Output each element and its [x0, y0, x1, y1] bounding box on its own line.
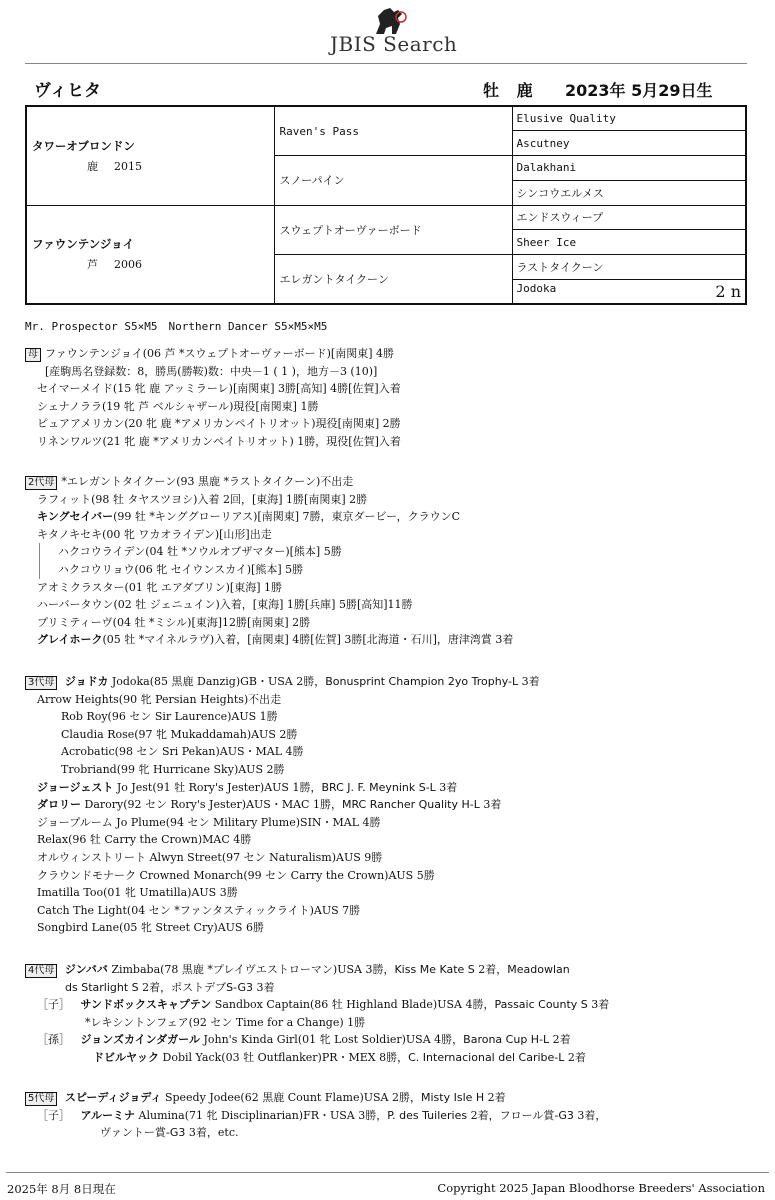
fourth-dam-c1-name: サンドボックスキャプテン [80, 998, 212, 1012]
sire-color: 鹿 [87, 159, 98, 173]
second-dam-r7-name: グレイホーク [37, 633, 103, 647]
third-dam-r1d: Trobriand(99 牝 Hurricane Sky)AUS 2勝 [61, 762, 285, 776]
ddd-cell [512, 279, 746, 304]
fourth-dam-g2-name: ドビルヤック [93, 1050, 159, 1064]
fourth-dam-g1-after: 2着 [549, 1033, 571, 1047]
third-dam-r1c: Acrobatic(98 セン Sri Pekan)AUS・MAL 4勝 [61, 745, 304, 759]
dsd-cell[interactable]: Sheer Ice [512, 230, 746, 255]
foal-4: リネンワルツ(21 牝 鹿 *アメリカンペイトリオット) 1勝，現役[佐賀]入着 [37, 434, 401, 448]
fifth-dam-name-jp: スピーディジョディ [64, 1091, 162, 1104]
second-dam-r3a: ハクコウライデン(04 牡 *ソウルオブザマター)[熊本] 5勝 [39, 543, 513, 561]
third-dam-name-rest: Jodoka(85 黒鹿 Danzig)GB・USA 2勝， [108, 675, 326, 688]
fifth-dam-line2-race: ヴァントー賞-G3 [100, 1126, 186, 1140]
horse-birthdate: 2023年 5月29日生 [565, 81, 713, 100]
third-dam-r3-race: MRC Rancher Quality H-L [341, 798, 480, 812]
third-dam-name-jp: ジョドカ [64, 675, 109, 688]
third-dam-r2-rest: Jo Jest(91 牡 Rory's Jester)AUS 1勝， [113, 780, 322, 794]
fifth-dam-race-after: 2着 [484, 1091, 506, 1104]
ssd-cell[interactable]: Ascutney [512, 131, 746, 156]
generation-mark: 2 n [715, 281, 741, 301]
fifth-dam-c1-race2: フロール賞-G3 [499, 1108, 574, 1122]
third-dam-r8: Imatilla Too(01 牝 Umatilla)AUS 3勝 [37, 886, 238, 900]
second-dam-section [25, 473, 513, 649]
dam-sire-cell[interactable]: スウェプトオーヴァーボード [274, 205, 512, 255]
fourth-dam-name-jp: ジンババ [64, 963, 108, 976]
fourth-dam-race: Kiss Me Kate S [394, 963, 475, 976]
dam-dam-cell[interactable]: エレガントタイクーン [274, 255, 512, 305]
sire-name[interactable]: タワーオブロンドン [32, 138, 135, 153]
fourth-dam-child-tag: ［子］ [37, 998, 70, 1012]
fifth-dam-c1-rest: Alumina(71 牝 Disciplinarian)FR・USA 3勝， [135, 1108, 388, 1122]
logo-text: JBIS Search [330, 32, 458, 56]
third-dam-r1: Arrow Heights(90 牝 Persian Heights)不出走 [37, 692, 282, 706]
dam-line: ファウンテンジョイ(06 芦 *スウェプトオーヴァーボード)[南関東] 4勝 [45, 347, 395, 360]
dam-stats: [産駒馬名登録数：8，勝馬(勝鞍)数：中央－1 ( 1 )，地方－3 (10)] [45, 364, 378, 378]
fourth-dam-c1-race: Passaic County S [494, 998, 588, 1012]
footer-date: 2025年 8月 8日現在 [7, 1182, 116, 1196]
third-dam-r2-race: BRC J. F. Meynink S-L [321, 780, 436, 794]
fourth-dam-race2a: Meadowlan [507, 963, 570, 976]
sdd-cell[interactable]: シンコウエルメス [512, 180, 746, 205]
second-dam-r6: プリミティーヴ(04 牡 *ミシル)[東海]12勝[南関東] 2勝 [37, 615, 311, 629]
fourth-dam-c1-after: 3着 [587, 998, 610, 1012]
fifth-dam-c1-after: 3着， [573, 1108, 607, 1122]
third-dam-section [25, 673, 540, 937]
second-dam-r2-rest: (99 牡 *キンググローリアス)[南関東] 7勝，東京ダービー，クラウンC [113, 510, 461, 524]
third-dam-tag: 3代母 [25, 676, 57, 690]
fourth-dam-g1-race: Barona Cup H-L [463, 1033, 550, 1047]
fourth-dam-c2: *レキシントンフェア(92 セン Time for a Change) 1勝 [85, 1015, 366, 1029]
fourth-dam-race2-after: 2着， [138, 980, 172, 994]
fourth-dam-race3-after: 3着 [253, 980, 275, 994]
dam-color: 芦 [87, 258, 98, 272]
ddd-name[interactable]: Jodoka [516, 281, 557, 295]
third-dam-r1b: Claudia Rose(97 牝 Mukaddamah)AUS 2勝 [61, 727, 298, 741]
fourth-dam-section [25, 961, 609, 1067]
third-dam-r2-after: 3着 [439, 780, 458, 794]
fifth-dam-c1-name: アルーミナ [80, 1108, 136, 1122]
third-dam-r6: オルウィンストリート Alwyn Street(97 セン Naturalism)AUS 9勝 [37, 850, 383, 864]
fourth-dam-tag: 4代母 [25, 964, 57, 978]
third-dam-race-after: 3着 [521, 675, 540, 688]
fifth-dam-section [25, 1089, 606, 1142]
third-dam-race: Bonusprint Champion 2yo Trophy-L [325, 675, 519, 688]
header-divider [25, 63, 747, 64]
foal-2: シェナノララ(19 牝 芦 ベルシャザール)現役[南関東] 1勝 [37, 399, 319, 413]
sss-cell[interactable]: Elusive Quality [512, 106, 746, 131]
fourth-dam-g1-name: ジョンズカインダガール [80, 1033, 200, 1047]
third-dam-r4: ジョープルーム Jo Plume(94 セン Military Plume)SIN・MAL 4勝 [37, 815, 381, 829]
sds-cell[interactable]: Dalakhani [512, 156, 746, 181]
second-dam-name: *エレガントタイクーン(93 黒鹿 *ラストタイクーン)不出走 [61, 475, 354, 488]
dam-section [25, 345, 401, 451]
sire-cell [26, 106, 274, 205]
second-dam-r3: キタノキセキ(00 牝 ワカオライデン)[山形]出走 [37, 527, 272, 541]
dam-name[interactable]: ファウンテンジョイ [32, 237, 135, 252]
horse-name: ヴィヒタ [34, 81, 101, 101]
fifth-dam-tag: 5代母 [25, 1092, 57, 1106]
dam-year: 2006 [114, 258, 142, 272]
jbis-logo[interactable] [0, 6, 775, 54]
sire-sire-cell[interactable]: Raven's Pass [274, 106, 512, 156]
fifth-dam-race: Misty Isle H [421, 1091, 485, 1104]
third-dam-r10: Songbird Lane(05 牝 Street Cry)AUS 6勝 [37, 921, 264, 935]
fourth-dam-race2b: ds Starlight S [65, 980, 139, 994]
second-dam-r7-rest: (05 牡 *マイネルラヴ)入着，[南関東] 4勝[佐賀] 3勝[北海道・石川]，唐津湾賞 3着 [102, 633, 514, 647]
fourth-dam-g2-rest: Dobil Yack(03 牡 Outflanker)PR・MEX 8勝， [159, 1050, 409, 1064]
third-dam-r9: Catch The Light(04 セン *ファンタスティックライト)AUS 7勝 [37, 903, 361, 917]
dss-cell[interactable]: エンドスウィープ [512, 205, 746, 230]
third-dam-r3-rest: Darory(92 セン Rory's Jester)AUS・MAC 1勝， [81, 798, 342, 812]
fourth-dam-g2-after: 2着 [564, 1050, 586, 1064]
fourth-dam-g1-rest: John's Kinda Girl(01 牝 Lost Soldier)USA 4勝， [199, 1033, 464, 1047]
fourth-dam-name-rest: Zimbaba(78 黒鹿 *プレイヴエストローマン)USA 3勝， [107, 963, 395, 976]
footer-copyright: Copyright 2025 Japan Bloodhorse Breeders' Association [437, 1181, 765, 1195]
fourth-dam-c1-rest: Sandbox Captain(86 牡 Highland Blade)USA 4勝， [211, 998, 495, 1012]
third-dam-r7: クラウンドモナーク Crowned Monarch(99 セン Carry the Crown)AUS 5勝 [37, 868, 435, 882]
dam-tag: 母 [25, 348, 41, 362]
fifth-dam-c1-race: P. des Tuileries [387, 1108, 468, 1122]
second-dam-r3b: ハクコウリョウ(06 牝 セイウンスカイ)[熊本] 5勝 [39, 561, 513, 579]
fifth-dam-child-tag: ［子］ [37, 1108, 70, 1122]
sire-year: 2015 [114, 159, 142, 173]
dds-cell[interactable]: ラストタイクーン [512, 255, 746, 280]
fifth-dam-c1-mid: 2着， [467, 1108, 500, 1122]
horse-sex-color: 牡 鹿 [483, 81, 539, 100]
third-dam-r3-name: ダロリー [37, 798, 81, 812]
fifth-dam-line2-after: 3着，etc. [185, 1126, 239, 1140]
inbreeding-line: Mr. Prospector S5×M5 Northern Dancer S5×M5×M5 [25, 320, 328, 333]
third-dam-r5: Relax(96 牡 Carry the Crown)MAC 4勝 [37, 833, 252, 847]
third-dam-r1a: Rob Roy(96 セン Sir Laurence)AUS 1勝 [61, 710, 278, 724]
sire-dam-cell[interactable]: スノーパイン [274, 156, 512, 206]
pedigree-table [25, 105, 747, 305]
fourth-dam-race-after: 2着， [474, 963, 508, 976]
fourth-dam-g2-race: C. Internacional del Caribe-L [408, 1050, 565, 1064]
second-dam-tag: 2代母 [25, 476, 57, 490]
third-dam-r3-after: 3着 [483, 798, 502, 812]
fifth-dam-name-rest: Speedy Jodee(62 黒鹿 Count Flame)USA 2勝， [161, 1091, 421, 1104]
second-dam-r5: ハーバータウン(02 牡 ジェニュイン)入着，[東海] 1勝[兵庫] 5勝[高知]11勝 [37, 598, 413, 612]
foal-3: ピュアアメリカン(20 牝 鹿 *アメリカンペイトリオット)現役[南関東] 2勝 [37, 417, 401, 431]
second-dam-r2-name: キングセイバー [37, 510, 114, 524]
second-dam-r4: アオミクラスター(01 牝 エアダブリン)[東海] 1勝 [37, 580, 282, 594]
dam-cell [26, 205, 274, 304]
fourth-dam-race3: ポストデブS-G3 [171, 980, 254, 994]
third-dam-r2-name: ジョージェスト [37, 780, 114, 794]
foal-1: セイマーメイド(15 牝 鹿 アッミラーレ)[南関東] 3勝[高知] 4勝[佐賀]入着 [37, 382, 401, 396]
footer-divider [6, 1172, 769, 1173]
second-dam-r1: ラフィット(98 牡 タヤスツヨシ)入着 2回，[東海] 1勝[南関東] 2勝 [37, 492, 368, 506]
fourth-dam-grand-tag: ［孫］ [37, 1033, 70, 1047]
